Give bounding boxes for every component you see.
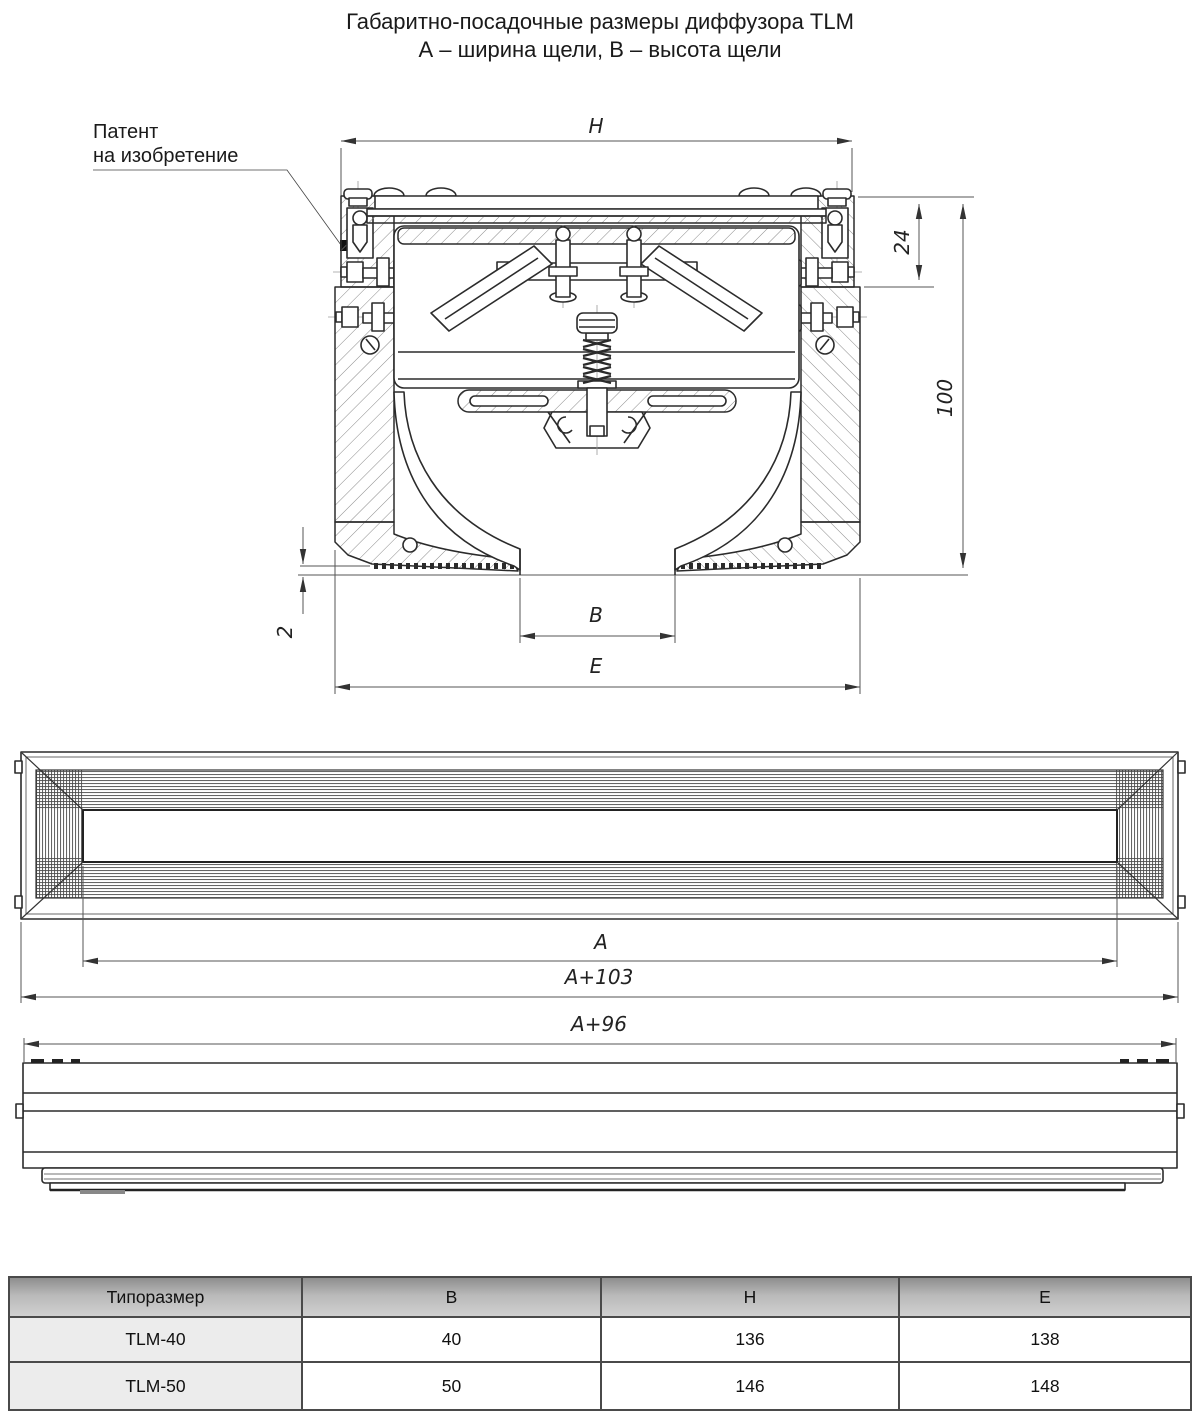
mount-clip [15,896,22,908]
front-view [15,752,1185,1003]
top-screw-bump [374,188,404,196]
cross-section-view [93,114,974,694]
table-cell-b: 50 [303,1363,602,1409]
dim-label-A96: A+96 [571,1012,627,1036]
dim-label-100: 100 [933,378,957,418]
frame-ribs-bottom [36,858,1163,898]
frame-ribs-top [36,770,1163,810]
table-cell-e: 138 [900,1318,1190,1363]
spec-table [8,1276,1192,1411]
profile-center [367,196,826,455]
front-slot-opening [83,810,1117,862]
dim-label-H: H [588,114,604,138]
dim-label-E: E [589,654,603,678]
patent-note-line2: на изобретение [93,145,239,167]
table-row-model: TLM-40 [10,1318,303,1363]
table-header-e: E [900,1278,1190,1318]
patent-note [93,121,351,251]
table-header-b: B [303,1278,602,1318]
table-cell-h: 146 [602,1363,900,1409]
side-clip-right [1177,1104,1184,1118]
mount-clip [15,761,22,773]
top-plate [375,196,818,209]
dim-label-A: A [594,930,608,954]
table-cell-b: 40 [303,1318,602,1363]
top-screw-bump [426,188,456,196]
screw-head [577,313,617,333]
table-cell-e: 148 [900,1363,1190,1409]
dim-label-2: 2 [273,625,297,639]
table-header-model: Типоразмер [10,1278,303,1318]
mount-clip [1178,761,1185,773]
drawing-title-line1: Габаритно-посадочные размеры диффузора TLM [346,9,854,34]
side-view [16,1012,1184,1194]
top-rail [367,216,826,223]
table-row-model: TLM-50 [10,1363,303,1409]
side-foot [80,1190,125,1194]
dim-label-B: B [589,603,603,627]
side-clip-left [16,1104,23,1118]
mount-clip [1178,896,1185,908]
dim-label-24: 24 [890,229,914,255]
dim-label-A103: A+103 [564,965,634,989]
side-lower-strip [42,1168,1163,1183]
anchor-pin-head [353,211,367,225]
drawing-title-line2: А – ширина щели, В – высота щели [418,37,782,62]
patent-note-line1: Патент [93,121,159,143]
table-cell-h: 136 [602,1318,900,1363]
table-header-h: H [602,1278,900,1318]
